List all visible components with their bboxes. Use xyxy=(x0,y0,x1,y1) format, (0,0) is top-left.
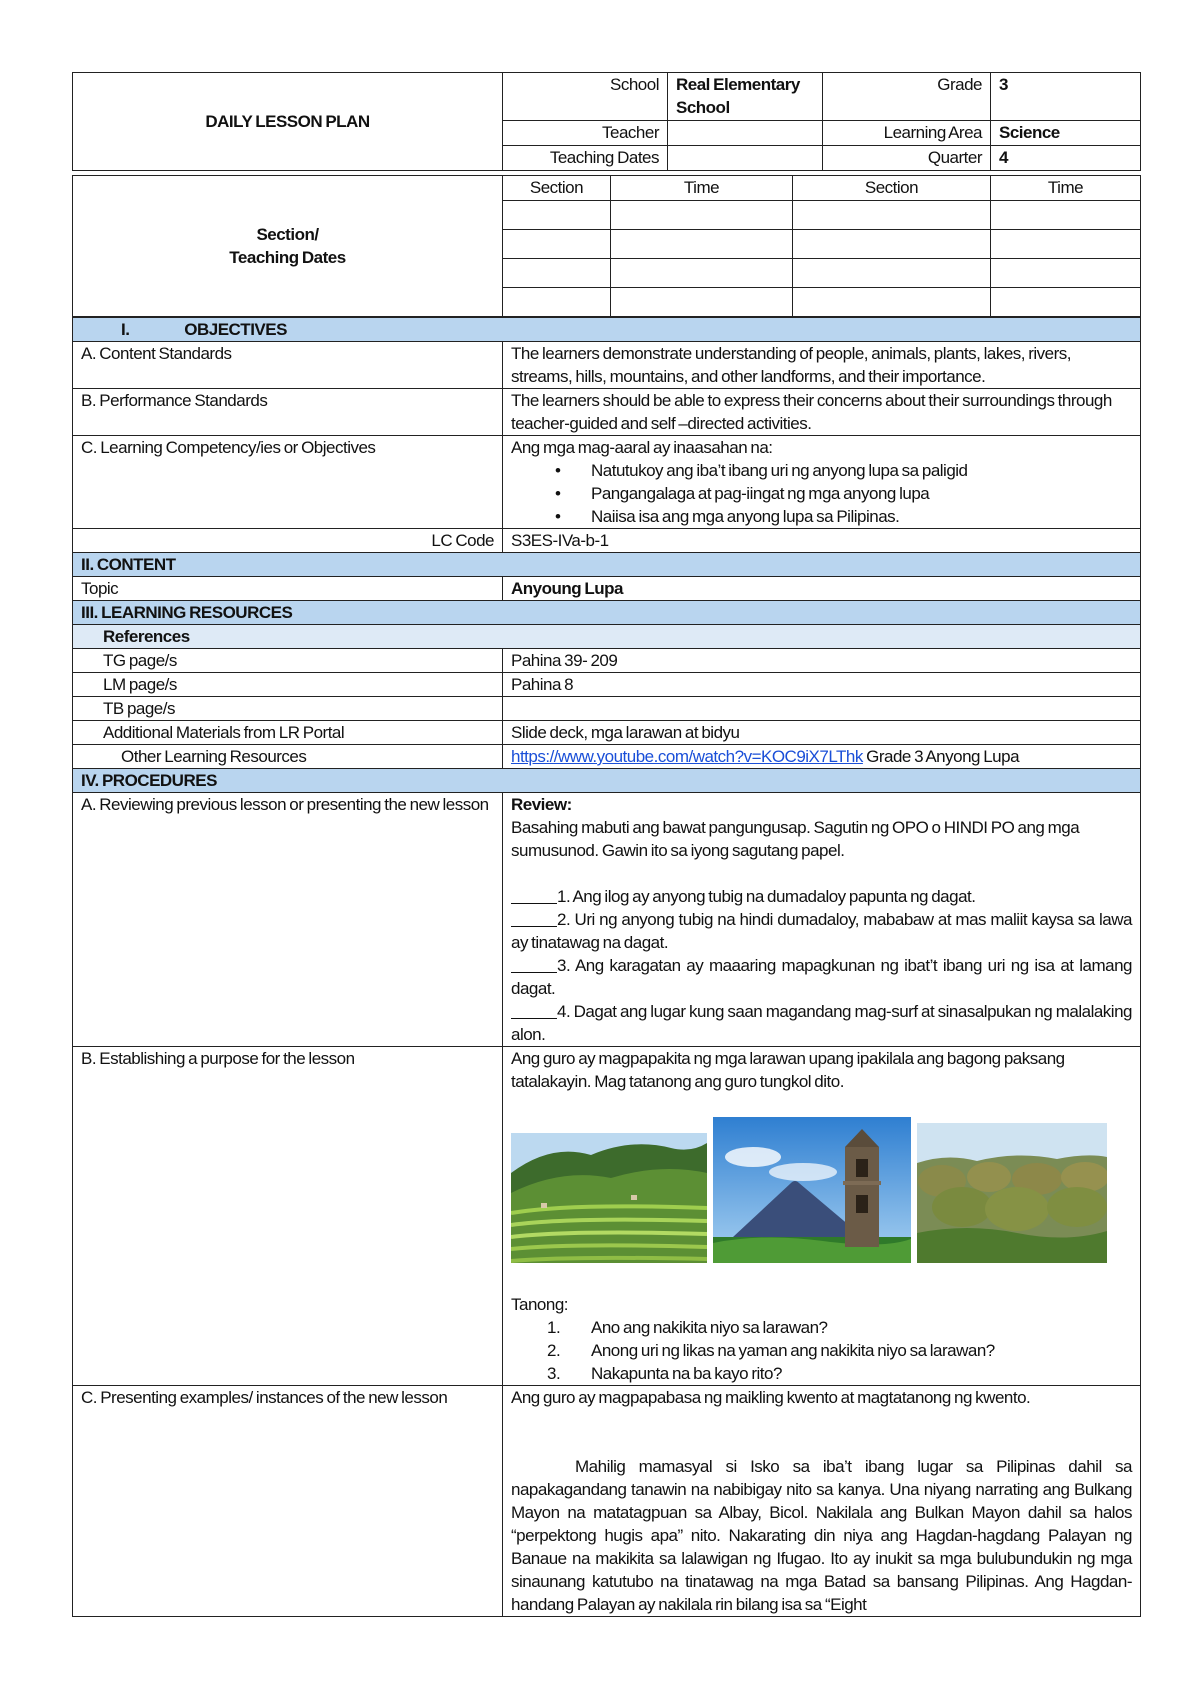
question-item xyxy=(547,1362,1132,1385)
schedule-cell xyxy=(991,230,1141,259)
references-heading: References xyxy=(73,625,1141,649)
schedule-cell xyxy=(793,230,991,259)
lesson-plan-page xyxy=(72,72,1140,1617)
procedure-a-cell xyxy=(503,793,1141,1047)
schedule-cell xyxy=(793,288,991,317)
topic-label: Topic xyxy=(73,577,503,601)
schedule-cell xyxy=(611,259,793,288)
schedule-cell xyxy=(991,201,1141,230)
procedures-heading: IV. PROCEDURES xyxy=(73,769,1141,793)
tb-value xyxy=(503,697,1141,721)
review-title: Review: xyxy=(511,795,572,814)
dates-label: Teaching Dates xyxy=(503,146,668,171)
landform-images xyxy=(511,1117,1132,1263)
youtube-link[interactable]: https://www.youtube.com/watch?v=KOC9iX7LThk xyxy=(511,747,863,766)
answer-blank xyxy=(511,886,557,904)
schedule-cell xyxy=(991,259,1141,288)
schedule-cell xyxy=(503,259,611,288)
question-number: 2. xyxy=(547,1341,561,1360)
other-resources-label: Other Learning Resources xyxy=(73,745,503,769)
content-heading: II. CONTENT xyxy=(73,553,1141,577)
header-table xyxy=(72,72,1141,171)
review-item-text: 4. Dagat ang lugar kung saan magandang mag-surf at sinasalpukan ng malalaking alon. xyxy=(511,1002,1132,1044)
grade-label: Grade xyxy=(823,73,991,121)
schedule-col-time-1: Time xyxy=(611,176,793,201)
objectives-num: I. xyxy=(121,320,130,339)
plan-title: DAILY LESSON PLAN xyxy=(73,73,503,171)
schedule-cell xyxy=(503,288,611,317)
schedule-title-line2: Teaching Dates xyxy=(229,248,346,267)
answer-blank xyxy=(511,955,557,973)
quarter-label: Quarter xyxy=(823,146,991,171)
area-label: Learning Area xyxy=(823,121,991,146)
content-standards-text: The learners demonstrate understanding of people, animals, plants, lakes, rivers, streams, hills, mountains, and other landforms, and their importance. xyxy=(503,342,1141,389)
schedule-cell xyxy=(611,201,793,230)
dates-value xyxy=(668,146,823,171)
schedule-cell xyxy=(793,201,991,230)
chocolate-hills-image xyxy=(917,1123,1107,1263)
question-text: Anong uri ng likas na yaman ang nakikita niyo sa larawan? xyxy=(591,1341,995,1360)
review-item-text: 1. Ang ilog ay anyong tubig na dumadaloy papunta ng dagat. xyxy=(557,887,976,906)
schedule-col-section-2: Section xyxy=(793,176,991,201)
quarter-value: 4 xyxy=(991,146,1141,171)
objectives-heading xyxy=(73,318,1141,342)
lc-code-label: LC Code xyxy=(73,529,503,553)
schedule-col-section-1: Section xyxy=(503,176,611,201)
schedule-cell xyxy=(503,230,611,259)
performance-standards-text: The learners should be able to express their concerns about their surroundings through teacher-guided and self –directed activities. xyxy=(503,389,1141,436)
other-resources-text: Grade 3 Anyong Lupa xyxy=(862,747,1020,766)
schedule-cell xyxy=(793,259,991,288)
review-item-text: 3. Ang karagatan ay maaaring mapagkunan ng ibat’t ibang uri ng isa at lamang dagat. xyxy=(511,956,1132,998)
review-item xyxy=(511,908,1132,954)
question-number: 3. xyxy=(547,1364,561,1383)
tg-value: Pahina 39- 209 xyxy=(503,649,1141,673)
story-text: Mahilig mamasyal si Isko sa iba’t ibang lugar sa Pilipinas dahil sa napakagandang tanawin na nabibigay nito sa kanya. Una niyang narrating ang Bulkang Mayon na matatagpuan sa Albay, Bicol. Nakilala ang Bulkan Mayon dahil sa halos “perpektong hugis apa” nito. Nakarating din niya ang Hagdan-hagdang Palayan ng Banaue na makikita sa lalawigan ng Ifugao. Ito ay inukit sa mga bulubundukin ng mga sinaunang katutubo na tinatawag na mga Batad sa bansang Pilipinas. Ang Hagdan-handang Palayan ay nakilala rin bilang isa sa “Eight xyxy=(511,1457,1132,1614)
schedule-title-line1: Section/ xyxy=(256,225,319,244)
review-instruction: Basahing mabuti ang bawat pangungusap. Sagutin ng OPO o HINDI PO ang mga sumusunod. Gawin ito sa iyong sagutang papel. xyxy=(511,818,1080,860)
rice-terraces-image xyxy=(511,1133,707,1263)
other-resources-cell xyxy=(503,745,1141,769)
schedule-col-time-2: Time xyxy=(991,176,1141,201)
competency-item: • Pangangalaga at pag-iingat ng mga anyong lupa xyxy=(591,482,1132,505)
question-item xyxy=(547,1316,1132,1339)
area-value: Science xyxy=(991,121,1141,146)
school-label: School xyxy=(503,73,668,121)
resources-heading: III. LEARNING RESOURCES xyxy=(73,601,1141,625)
competency-label: C. Learning Competency/ies or Objectives xyxy=(73,436,503,529)
schedule-cell xyxy=(991,288,1141,317)
competency-item: • Natutukoy ang iba’t ibang uri ng anyong lupa sa paligid xyxy=(591,459,1132,482)
question-item xyxy=(547,1339,1132,1362)
competency-item: • Naiisa isa ang mga anyong lupa sa Pilipinas. xyxy=(591,505,1132,528)
purpose-intro: Ang guro ay magpapakita ng mga larawan upang ipakilala ang bagong paksang tatalakayin. Mag tatanong ang guro tungkol dito. xyxy=(511,1049,1065,1091)
additional-materials-label: Additional Materials from LR Portal xyxy=(73,721,503,745)
procedure-b-cell xyxy=(503,1047,1141,1386)
mayon-volcano-image xyxy=(713,1117,911,1263)
lm-label: LM page/s xyxy=(73,673,503,697)
content-standards-label: A. Content Standards xyxy=(73,342,503,389)
question-list xyxy=(511,1316,1132,1385)
schedule-cell xyxy=(611,288,793,317)
question-title: Tanong: xyxy=(511,1295,568,1314)
answer-blank xyxy=(511,909,557,927)
competency-cell xyxy=(503,436,1141,529)
grade-value: 3 xyxy=(991,73,1141,121)
review-item xyxy=(511,885,1132,908)
procedure-c-label: C. Presenting examples/ instances of the new lesson xyxy=(73,1386,503,1617)
schedule-cell xyxy=(503,201,611,230)
procedure-c-cell xyxy=(503,1386,1141,1617)
teacher-value xyxy=(668,121,823,146)
tg-label: TG page/s xyxy=(73,649,503,673)
competency-list xyxy=(511,459,1132,528)
lc-code-value: S3ES-IVa-b-1 xyxy=(503,529,1141,553)
teacher-label: Teacher xyxy=(503,121,668,146)
school-value: Real Elementary School xyxy=(668,73,823,121)
review-item xyxy=(511,954,1132,1000)
objectives-title: OBJECTIVES xyxy=(184,320,287,339)
competency-intro: Ang mga mag-aaral ay inaasahan na: xyxy=(511,438,773,457)
story-intro: Ang guro ay magpapabasa ng maikling kwento at magtatanong ng kwento. xyxy=(511,1388,1031,1407)
answer-blank xyxy=(511,1001,557,1019)
review-item xyxy=(511,1000,1132,1046)
question-text: Nakapunta na ba kayo rito? xyxy=(591,1364,782,1383)
additional-materials-value: Slide deck, mga larawan at bidyu xyxy=(503,721,1141,745)
main-table xyxy=(72,317,1141,1617)
topic-value: Anyoung Lupa xyxy=(503,577,1141,601)
tb-label: TB page/s xyxy=(73,697,503,721)
procedure-a-label: A. Reviewing previous lesson or presenting the new lesson xyxy=(73,793,503,1047)
question-number: 1. xyxy=(547,1318,561,1337)
question-text: Ano ang nakikita niyo sa larawan? xyxy=(591,1318,828,1337)
performance-standards-label: B. Performance Standards xyxy=(73,389,503,436)
lm-value: Pahina 8 xyxy=(503,673,1141,697)
procedure-b-label: B. Establishing a purpose for the lesson xyxy=(73,1047,503,1386)
schedule-cell xyxy=(611,230,793,259)
review-item-text: 2. Uri ng anyong tubig na hindi dumadaloy, mababaw at mas maliit kaysa sa lawa ay tinatawag na dagat. xyxy=(511,910,1132,952)
schedule-title xyxy=(73,176,503,317)
schedule-table xyxy=(72,175,1141,317)
